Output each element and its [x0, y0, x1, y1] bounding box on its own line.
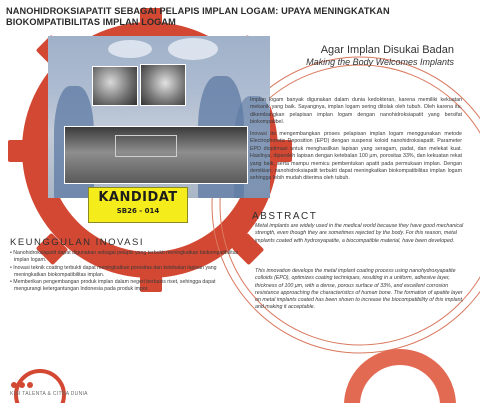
- list-item: • Inovasi teknik coating terbukti dapat meningkatkan porositas dan ketebalan lapisan yang meningkatkan biokompatibilitas implan.: [10, 264, 217, 278]
- sem-image-top-left: [92, 66, 138, 106]
- subtitle: Agar Implan Disukai Badan: [320, 44, 454, 56]
- method-paragraph: Inovasi ini mengembangkan proses pelapisan implan logam menggunakan metode Electrophoretic Deposition (EPD) dengan suspensi koloid nanohidroksiapatit. Parameter EPD dioptimasi untuk menghasilkan lapisan yang seragam, padat, dan melekat kuat. Hasilnya, diperoleh lapisan dengan ketebalan 100 μm, porositas 33%, dan kekuatan rekat yang baik, serta mampu memicu pembentukan apatit pada permukaan implan. Dengan demikian, nanohidroksiapatit terbukti dapat meningkatkan biokompatibilitas implan logam sehingga lebih mudah diterima oleh tubuh.: [250, 131, 462, 182]
- keunggulan-list: [10, 250, 242, 294]
- intro-paragraph: Implan logam banyak digunakan dalam dunia kedokteran, karena memiliki kekuatan mekanik yang baik. Sayangnya, implan logam sering ditolak oleh tubuh. Oleh karena itu, dikembangkan pelapisan implan logam dengan nanohidroksiapatit yang bersifat biokompatibel.: [250, 97, 462, 126]
- badge-label: KANDIDAT: [98, 190, 178, 205]
- kandidat-badge: [88, 187, 188, 223]
- sem-image-top-right: [140, 64, 186, 106]
- subtitle-english: Making the Body Welcomes Implants: [306, 57, 454, 67]
- bottom-gear-icon: [344, 349, 456, 403]
- list-item: • Nanohidroksiapatit dapat digunakan sebagai pelapis yang terbukti meningkatkan biokompatibilitas implan logam.: [10, 250, 239, 263]
- footer-logo-icon: [10, 381, 60, 389]
- list-item: • Memberikan pengembangan produk implan dalam negeri berbasis riset, sehingga dapat mengurangi ketergantungan Indonesia pada produk impor.: [10, 279, 216, 292]
- poster-title: NANOHIDROKSIAPATIT SEBAGAI PELAPIS IMPLAN LOGAM: UPAYA MENINGKATKAN BIOKOMPATIBILITAS IMPLAN LOGAM: [6, 6, 390, 27]
- abstract-heading: ABSTRACT: [252, 211, 318, 222]
- abstract-paragraph: Metal implants are widely used in the medical world because they have good mechanical strength, even though they are sometimes rejected by the body. For this reason, metal implants coated with hydroxyapatite, a biocompatible material, have been developed.: [255, 223, 464, 244]
- badge-code: SB26 - 014: [116, 207, 160, 215]
- footer-text: KISI TALENTA & CITRA DUNIA: [10, 391, 88, 397]
- keunggulan-heading: KEUNGGULAN INOVASI: [10, 237, 144, 248]
- sem-image-cross-section: [64, 126, 248, 184]
- abstract-paragraph: This innovation develops the metal implant coating process using nanohydroxyapatite colloids (EPD), optimizes coating techniques, resulting in a uniform, adhesive layer, thickness of 100 μm, with a dense, porous surface of 33%, and excellent corrosion resistance approaching the characteristics of human bone. The formation of apatite layer on metal implants coated has been shown to increase the biocompatibility of this implant, and making it acceptable.: [255, 268, 464, 311]
